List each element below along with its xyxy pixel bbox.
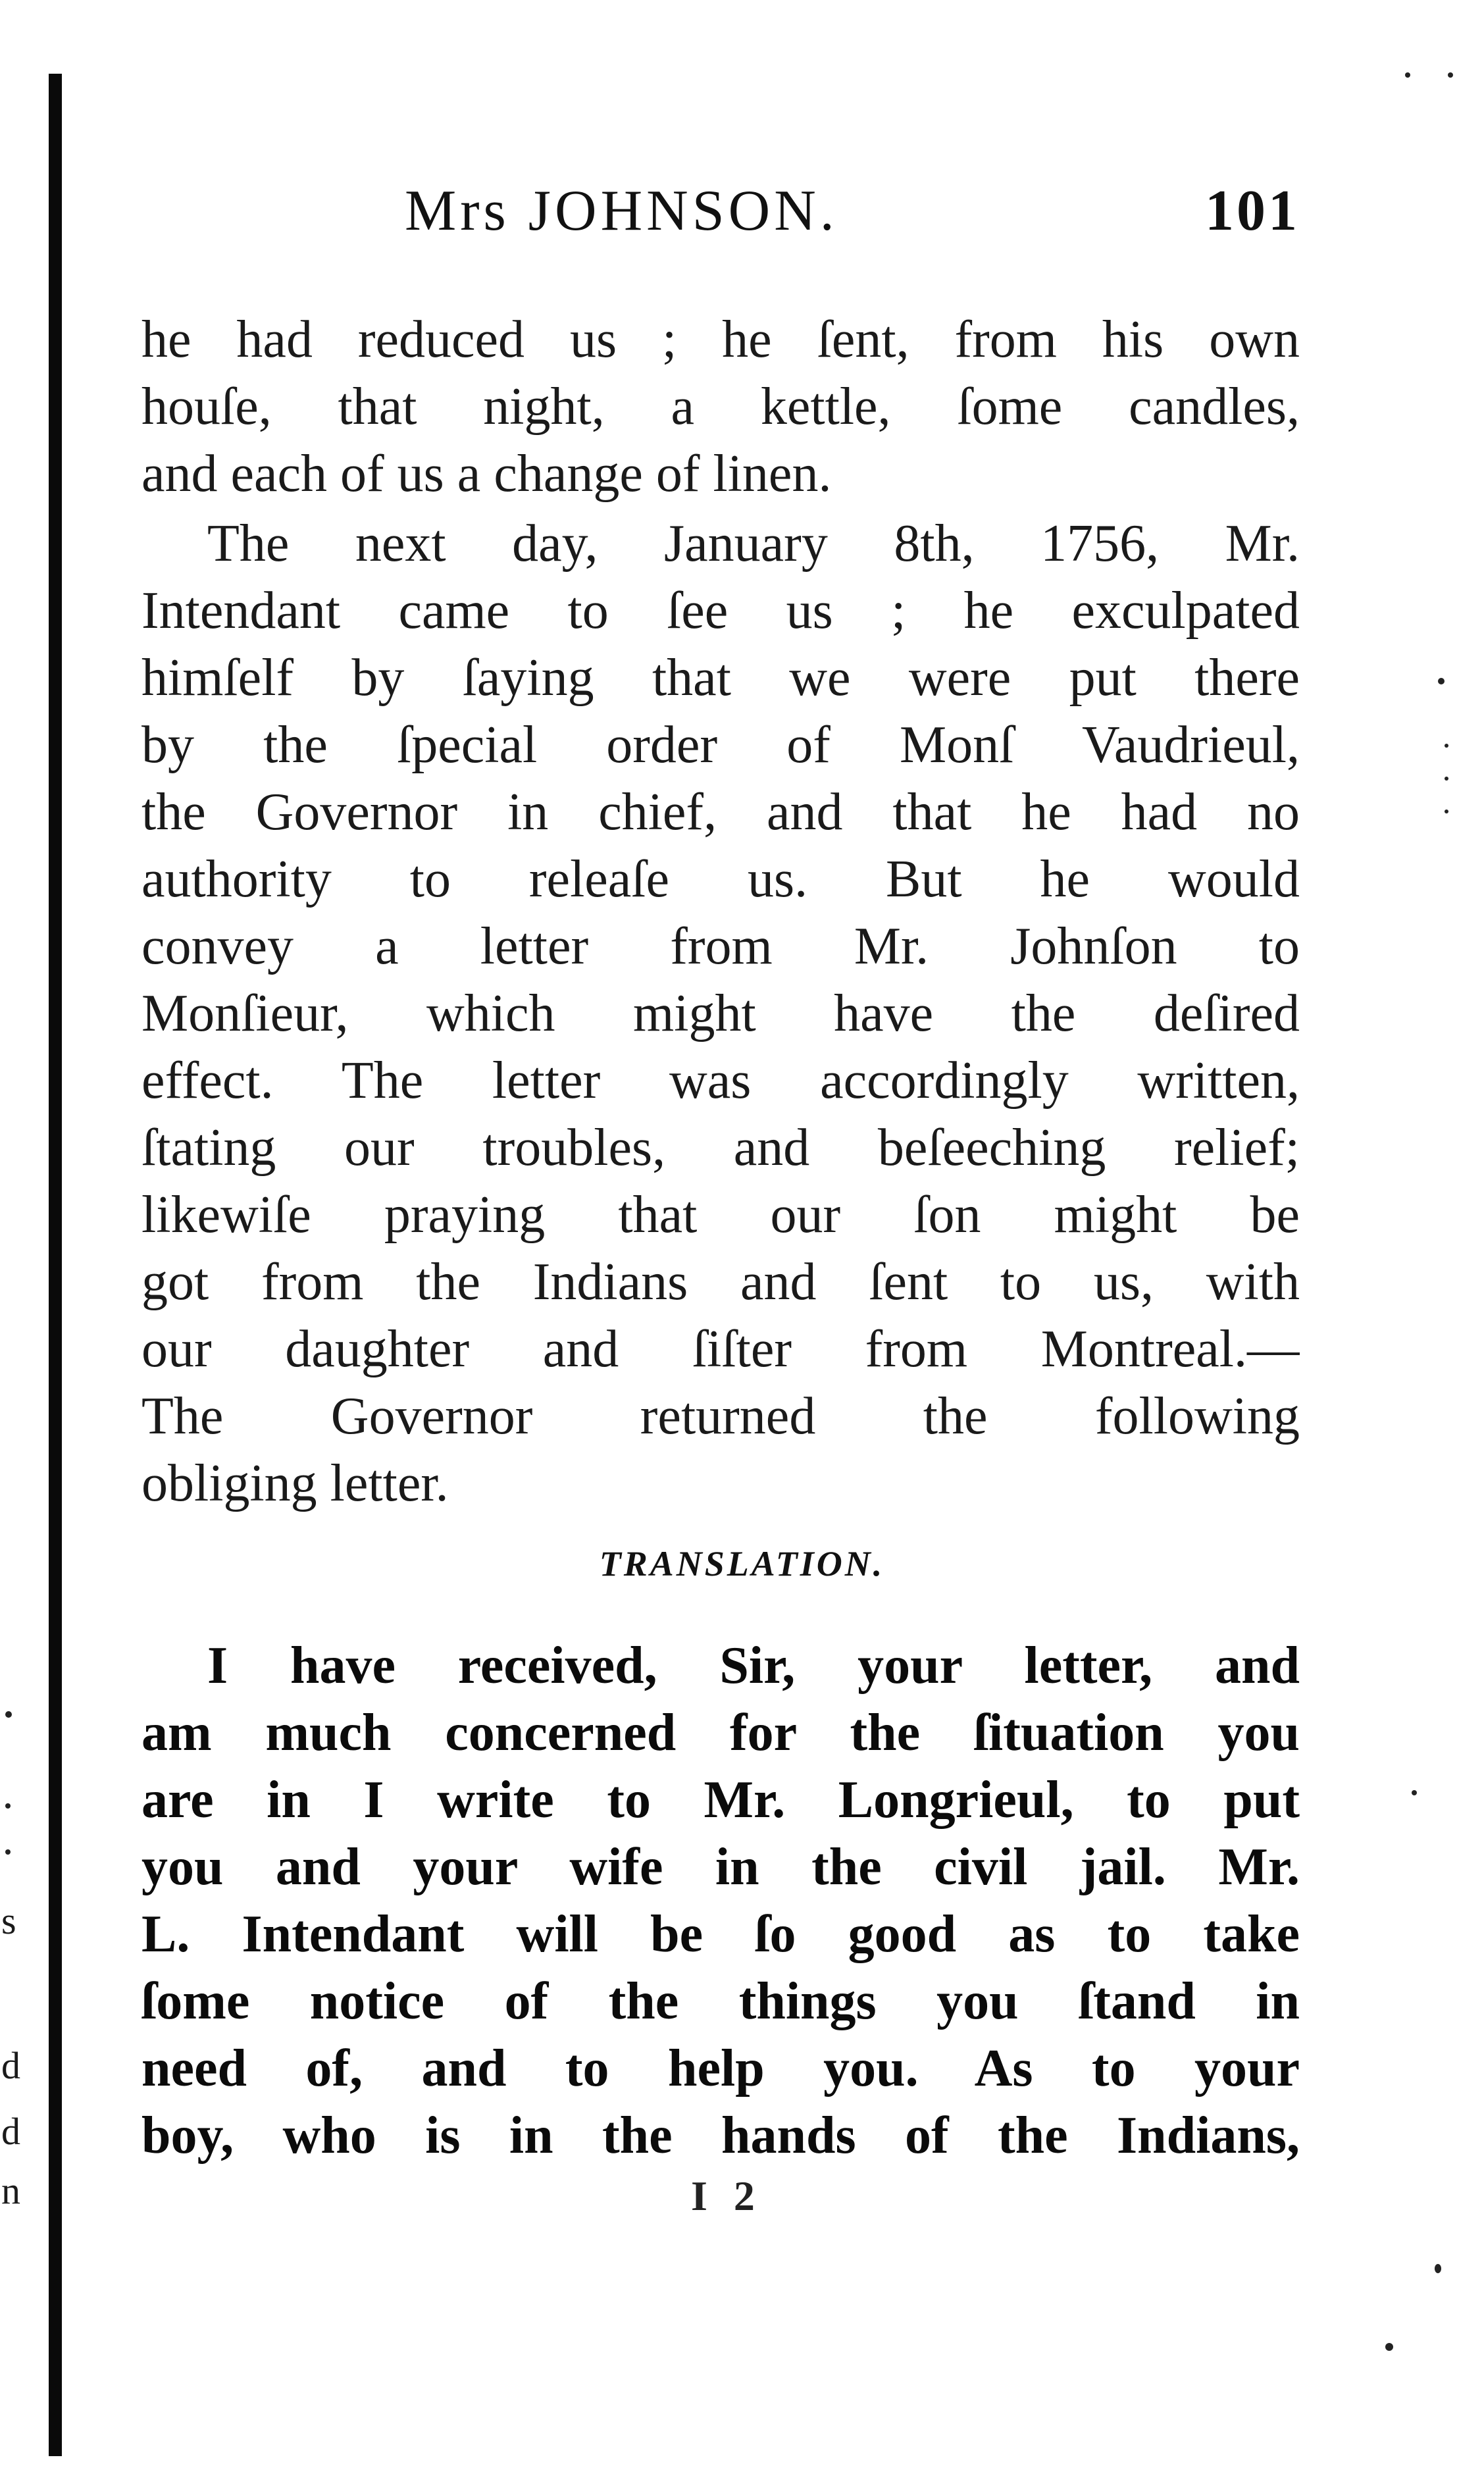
text-line: need of, and to help you. As to your bbox=[141, 2040, 1300, 2097]
text-line: himſelf by ſaying that we were put there bbox=[141, 649, 1300, 707]
text-line: obliging letter. bbox=[141, 1454, 449, 1512]
text-line: The next day, January 8th, 1756, Mr. bbox=[207, 515, 1300, 573]
margin-fragment: d bbox=[1, 2044, 20, 2087]
text-line: convey a letter from Mr. Johnſon to bbox=[141, 917, 1300, 975]
scan-speck bbox=[1445, 810, 1448, 813]
margin-fragment: n bbox=[1, 2169, 20, 2212]
text-line: L. Intendant will be ſo good as to take bbox=[141, 1905, 1300, 1963]
text-line: our daughter and ſiſter from Montreal.— bbox=[141, 1320, 1300, 1378]
scan-speck bbox=[1385, 2343, 1393, 2351]
text-line: authority to releaſe us. But he would bbox=[141, 850, 1300, 908]
scan-speck bbox=[5, 1849, 11, 1855]
scan-speck bbox=[1445, 744, 1448, 748]
letter-body bbox=[141, 1632, 1300, 2169]
text-line: you and your wife in the civil jail. Mr. bbox=[141, 1838, 1300, 1896]
text-line: the Governor in chief, and that he had no bbox=[141, 783, 1300, 841]
text-line: houſe, that night, a kettle, ſome candles, bbox=[141, 378, 1300, 436]
text-line: ſome notice of the things you ſtand in bbox=[141, 1972, 1300, 2030]
paragraph-narrative bbox=[141, 510, 1300, 1517]
paragraph-continuation bbox=[141, 306, 1300, 507]
text-line: ſtating our troubles, and beſeeching relief; bbox=[141, 1119, 1300, 1177]
text-line: he had reduced us ; he ſent, from his own bbox=[141, 311, 1300, 369]
text-line: got from the Indians and ſent to us, with bbox=[141, 1253, 1300, 1311]
margin-fragment: d bbox=[1, 2110, 20, 2153]
page-number: 101 bbox=[1205, 179, 1300, 243]
scan-speck bbox=[5, 1711, 12, 1718]
scan-speck bbox=[5, 1803, 11, 1809]
text-line: and each of us a change of linen. bbox=[141, 445, 832, 503]
text-line: are in I write to Mr. Longrieul, to put bbox=[141, 1771, 1300, 1829]
text-line: by the ſpecial order of Monſ Vaudrieul, bbox=[141, 716, 1300, 774]
scan-speck bbox=[1445, 777, 1448, 781]
text-line: boy, who is in the hands of the Indians, bbox=[141, 2107, 1300, 2165]
text-line: I have received, Sir, your letter, and bbox=[207, 1637, 1300, 1695]
text-line: Monſieur, which might have the deſired bbox=[141, 985, 1300, 1042]
text-line: likewiſe praying that our ſon might be bbox=[141, 1186, 1300, 1244]
scan-speck bbox=[1405, 72, 1410, 78]
binding-edge bbox=[49, 74, 62, 2456]
scan-speck bbox=[1438, 678, 1445, 684]
scan-speck bbox=[1435, 2264, 1441, 2273]
margin-fragment: s bbox=[1, 1899, 16, 1942]
text-line: effect. The letter was accordingly written, bbox=[141, 1052, 1300, 1110]
page-title: Mrs JOHNSON. bbox=[405, 179, 838, 243]
text-line: The Governor returned the following bbox=[141, 1387, 1300, 1445]
scan-speck bbox=[1448, 72, 1453, 78]
text-line: Intendant came to ſee us ; he exculpated bbox=[141, 582, 1300, 640]
running-header bbox=[405, 178, 1300, 257]
signature-mark: I 2 bbox=[691, 2172, 763, 2219]
section-heading: TRANSLATION. bbox=[599, 1544, 885, 1583]
text-line: am much concerned for the ſituation you bbox=[141, 1704, 1300, 1762]
scan-speck bbox=[1412, 1790, 1417, 1795]
